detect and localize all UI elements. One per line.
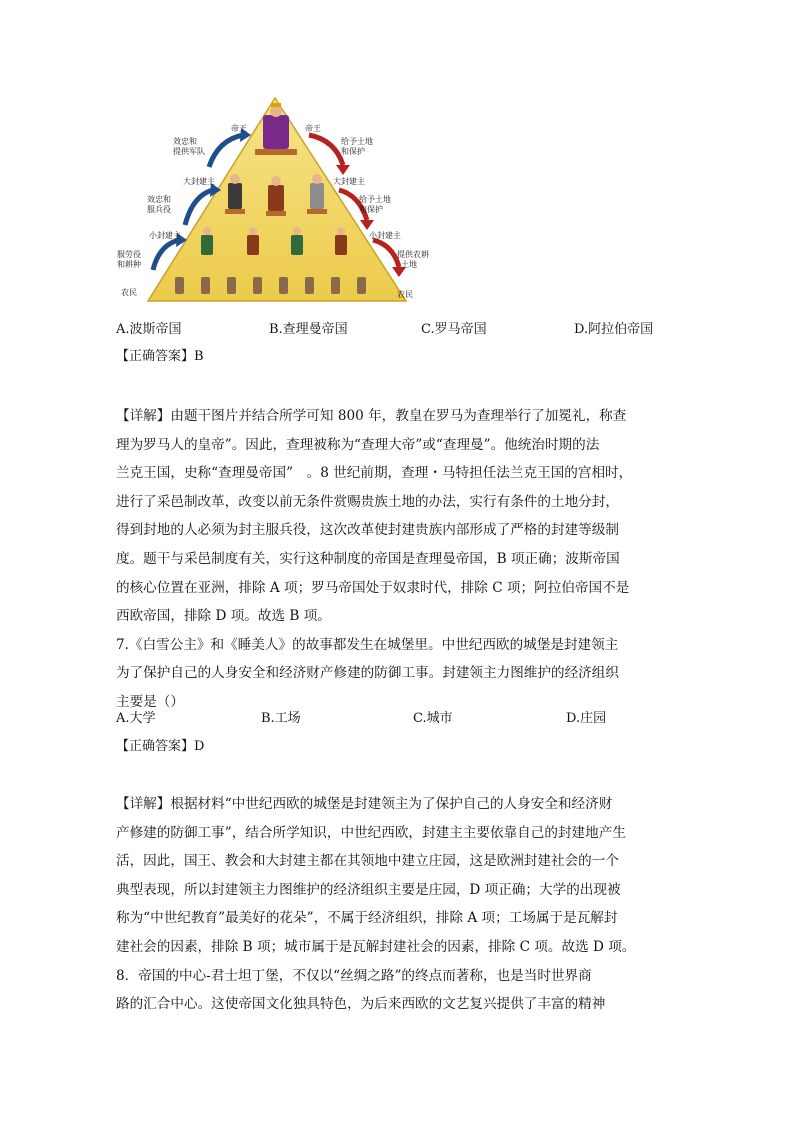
fig-left-tier2: 大封建主 — [183, 177, 215, 186]
q7-detail — [116, 790, 676, 1019]
q7-stem-line: 主要是（） — [116, 693, 184, 710]
q7-detail-line: 活，因此，国王、教会和大封建主都在其领地中建立庄园，这是欧洲封建社会的一个 — [116, 853, 619, 870]
fig-right-tier2: 大封建主 — [333, 177, 365, 186]
fig-left-arrow1-b: 提供军队 — [173, 147, 205, 156]
fig-right-arrow1-b: 和保护 — [341, 147, 365, 156]
fig-left-arrow1-a: 效忠和 — [173, 137, 197, 146]
q7-detail-line: 称为“中世纪教育”最美好的花朵”，不属于经济组织，排除 A 项；工场属于是瓦解封 — [116, 910, 618, 927]
fig-right-arrow1-a: 给予土地 — [341, 137, 373, 146]
fig-right-tier3: 小封建主 — [369, 231, 401, 240]
feudal-pyramid-figure — [113, 95, 438, 305]
q7-option-c: C.城市 — [413, 711, 453, 726]
fig-right-arrow3-b: 土地 — [401, 260, 417, 269]
fig-right-top: 帝王 — [305, 124, 321, 133]
q6-detail-line: 得到封地的人必须为封主服兵役，这次改革使封建贵族内部形成了严格的封建等级制 — [116, 522, 619, 539]
q6-detail-line: 西欧帝国，排除 D 项。故选 B 项。 — [116, 608, 331, 625]
q7-options — [116, 707, 676, 729]
q6-detail-line: 的核心位置在亚洲，排除 A 项；罗马帝国处于奴隶时代，排除 C 项；阿拉伯帝国不是 — [116, 579, 630, 596]
q7-option-d: D.庄园 — [566, 711, 607, 726]
fig-left-arrow3-b: 和耕种 — [117, 260, 141, 269]
q7-detail-line: 典型表现，所以封建领主力图维护的经济组织主要是庄园，D 项正确；大学的出现被 — [116, 881, 621, 898]
q6-option-b: B.查理曼帝国 — [269, 322, 348, 337]
q6-answer: 【正确答案】B — [116, 349, 204, 364]
q7-stem-line: 为了保护自己的人身安全和经济财产修建的防御工事。封建领主力图维护的经济组织 — [116, 665, 619, 682]
q7-detail-line: 【详解】根据材料“中世纪西欧的城堡是封建领主为了保护自己的人身安全和经济财 — [116, 796, 613, 812]
fig-left-arrow2-a: 效忠和 — [147, 195, 171, 204]
fig-right-arrow3-a: 提供农耕 — [397, 250, 429, 259]
fig-right-arrow2-a: 给予土地 — [359, 195, 391, 204]
fig-left-tier3: 小封建主 — [149, 231, 181, 240]
q6-options — [116, 318, 676, 340]
fig-left-top: 帝王 — [231, 124, 247, 133]
q8-stem-line: 路的汇合中心。这使帝国文化独具特色，为后来西欧的文艺复兴提供了丰富的精神 — [116, 996, 606, 1013]
q7-answer: 【正确答案】D — [116, 739, 205, 754]
q6-option-c: C.罗马帝国 — [421, 322, 487, 337]
q7-detail-line: 建社会的因素，排除 B 项；城市属于是瓦解封建社会的因素，排除 C 项。故选 D 项。 — [116, 938, 636, 955]
q6-detail — [116, 402, 676, 717]
q6-detail-line: 度。题干与采邑制度有关，实行这种制度的帝国是查理曼帝国，B 项正确；波斯帝国 — [116, 550, 620, 567]
q6-detail-line: 进行了采邑制改革，改变以前无条件赏赐贵族土地的办法，实行有条件的土地分封， — [116, 493, 619, 510]
q6-detail-line: 理为罗马人的皇帝”。因此，查理被称为“查理大帝”或“查理曼”。他统治时期的法 — [116, 436, 600, 453]
fig-right-arrow2-b: 和保护 — [359, 205, 383, 214]
q6-option-a: A.波斯帝国 — [116, 322, 182, 337]
fig-right-bottom: 农民 — [397, 290, 413, 299]
q8-stem-line: 8．帝国的中心-君士坦丁堡，不仅以“丝绸之路”的终点而著称，也是当时世界商 — [116, 967, 592, 984]
q7-stem-line: 7.《白雪公主》和《睡美人》的故事都发生在城堡里。中世纪西欧的城堡是封建领主 — [116, 636, 619, 653]
q6-detail-line: 【详解】由题干图片并结合所学可知 800 年，教皇在罗马为查理举行了加冕礼，称查 — [116, 408, 627, 424]
fig-left-bottom: 农民 — [121, 288, 137, 297]
q6-option-d: D.阿拉伯帝国 — [574, 322, 654, 337]
q7-option-b: B.工场 — [261, 711, 301, 726]
q7-option-a: A.大学 — [116, 711, 156, 726]
fig-left-arrow2-b: 服兵役 — [147, 205, 171, 214]
fig-left-arrow3-a: 服劳役 — [117, 250, 141, 259]
q7-detail-line: 产修建的防御工事”，结合所学知识，中世纪西欧，封建主主要依靠自己的封建地产生 — [116, 824, 626, 841]
q6-detail-line: 兰克王国，史称“查理曼帝国” 。8 世纪前期，查理・马特担任法兰克王国的宫相时， — [116, 465, 633, 482]
